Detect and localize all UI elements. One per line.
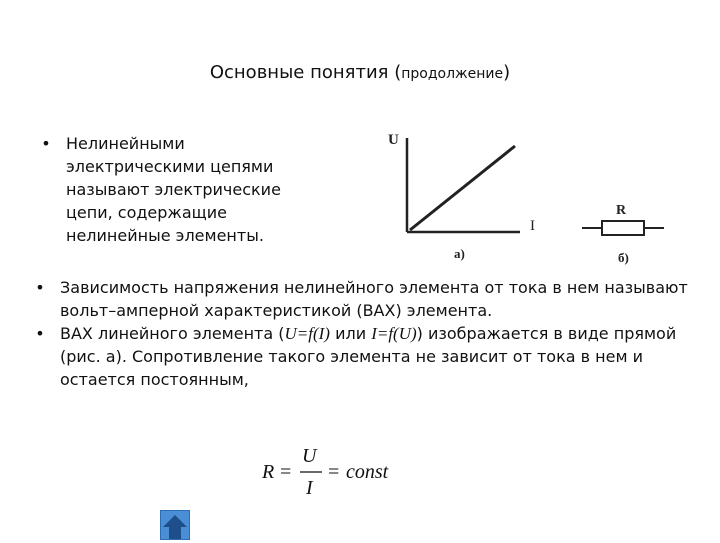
linear-characteristic-line [410, 146, 515, 230]
home-arrow-icon[interactable] [160, 510, 190, 540]
title-paren-close: ) [503, 62, 511, 83]
bullet-text: Зависимость напряжения нелинейного элемента от тока в нем называют вольт–амперной характеристикой (ВАХ) элемента. [60, 278, 688, 320]
axis-y-label: U [388, 132, 399, 148]
bullet-text-after: ) изображается в виде прямой (рис. а). Сопротивление такого элемента не зависит от тока в нем и остается постоянным, [60, 324, 677, 389]
bullet-list-main [30, 276, 710, 391]
formula-eq2: = [328, 461, 340, 483]
resistor-label: R [616, 203, 627, 218]
bullet-marker: • [41, 134, 51, 153]
formula-eq1: = [280, 461, 292, 483]
formula-lhs: R [262, 461, 275, 483]
formula-numerator: U [302, 445, 317, 467]
formula-u-of-i: U=f(I) [284, 324, 330, 343]
resistance-formula [258, 440, 418, 500]
bullet-item [30, 322, 710, 391]
bullet-item [36, 132, 336, 247]
caption-b: б) [618, 250, 629, 265]
bullet-text-mid: или [329, 324, 372, 343]
bullet-marker: • [35, 278, 45, 297]
formula-i-of-u: I=f(U) [371, 324, 417, 343]
caption-a: а) [454, 246, 465, 261]
title-sub: продолжение [401, 66, 504, 82]
title-paren-open: ( [394, 62, 402, 83]
title-main: Основные понятия [209, 62, 389, 83]
formula-denominator: I [306, 477, 313, 499]
bullet-line: называют электрические [66, 180, 281, 199]
bullet-item [30, 276, 710, 322]
axis-x-label: I [530, 218, 535, 234]
bullet-line: цепи, содержащие [66, 203, 227, 222]
vah-figure [370, 128, 670, 268]
formula-rhs: const [346, 461, 389, 483]
slide-title [0, 62, 720, 83]
arrow-shape [163, 515, 187, 539]
bullet-list-top [36, 132, 336, 247]
bullet-text-before: ВАХ линейного элемента ( [60, 324, 285, 343]
resistor-body [602, 221, 644, 235]
bullet-marker: • [35, 324, 45, 343]
home-arrow-icon-glyph [161, 511, 189, 539]
bullet-line: электрическими цепями [66, 157, 274, 176]
bullet-line: Нелинейными [66, 134, 185, 153]
bullet-line: нелинейные элементы. [66, 226, 264, 245]
